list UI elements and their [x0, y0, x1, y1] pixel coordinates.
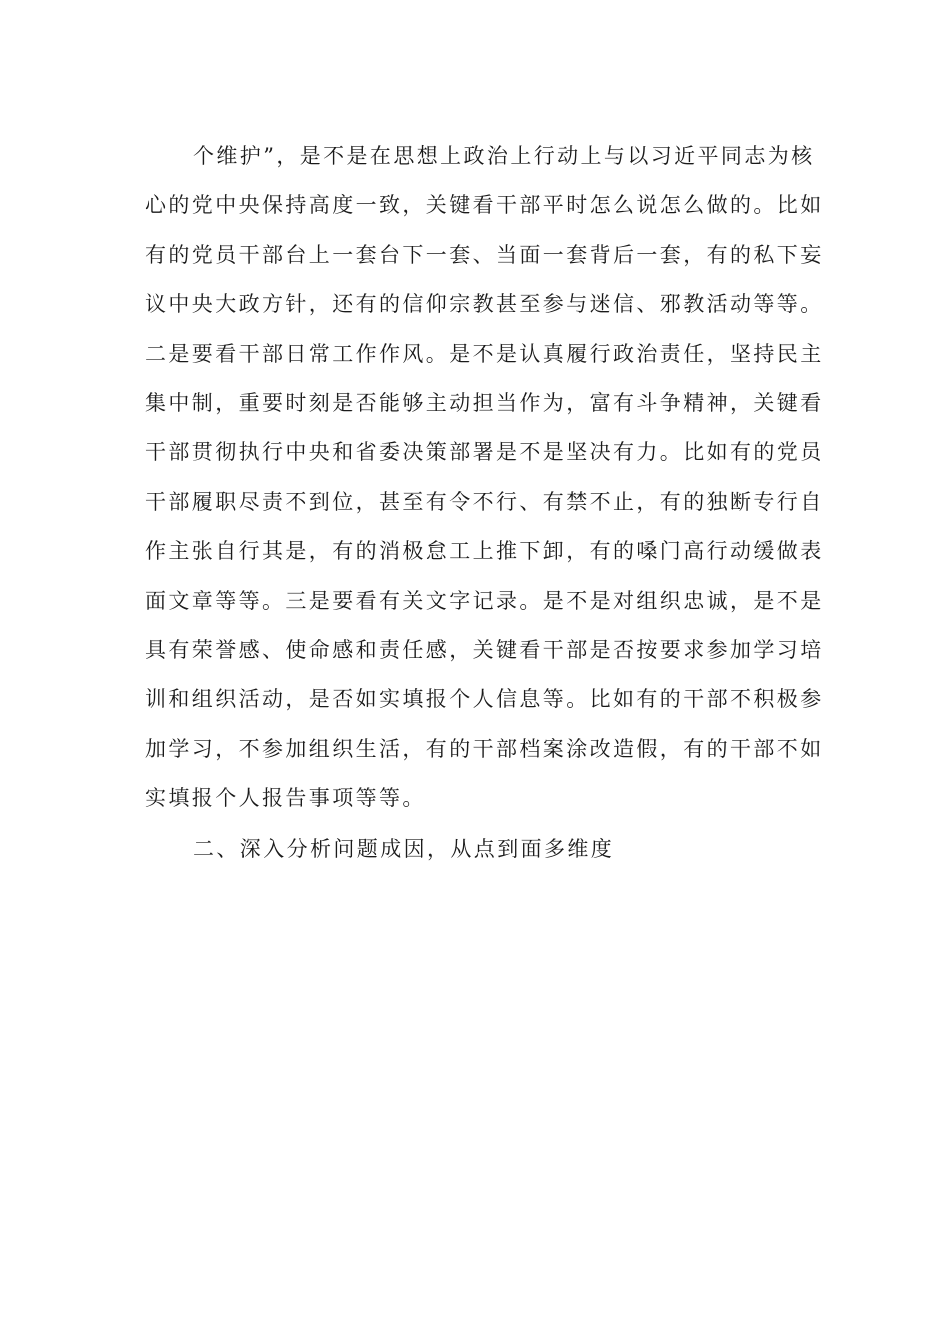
paragraph-line: 干部履职尽责不到位，甚至有令不行、有禁不止，有的独断专行自	[145, 489, 824, 514]
paragraph-line: 面文章等等。三是要看有关文字记录。是不是对组织忠诚，是不是	[145, 588, 824, 613]
paragraph-line: 二是要看干部日常工作作风。是不是认真履行政治责任，坚持民主	[145, 341, 824, 366]
paragraph-line: 议中央大政方针，还有的信仰宗教甚至参与迷信、邪教活动等等。	[145, 292, 824, 317]
paragraph-line: 具有荣誉感、使命感和责任感，关键看干部是否按要求参加学习培	[145, 637, 824, 662]
body-paragraph	[145, 132, 824, 823]
paragraph-line: 作主张自行其是，有的消极怠工上推下卸，有的嗓门高行动缓做表	[145, 539, 824, 564]
paragraph-line: 实填报个人报告事项等等。	[145, 786, 426, 811]
paragraph-line: 集中制，重要时刻是否能够主动担当作为，富有斗争精神，关键看	[145, 390, 824, 415]
paragraph-line: 加学习，不参加组织生活，有的干部档案涂改造假，有的干部不如	[145, 736, 824, 761]
paragraph-line: 训和组织活动，是否如实填报个人信息等。比如有的干部不积极参	[145, 687, 824, 712]
paragraph-line: 心的党中央保持高度一致，关键看干部平时怎么说怎么做的。比如	[145, 193, 824, 218]
section-heading: 二、深入分析问题成因，从点到面多维度	[193, 837, 615, 861]
paragraph-line: 个维护”，是不是在思想上政治上行动上与以习近平同志为核	[193, 144, 815, 168]
paragraph-line: 干部贯彻执行中央和省委决策部署是不是坚决有力。比如有的党员	[145, 440, 824, 465]
paragraph-line: 有的党员干部台上一套台下一套、当面一套背后一套，有的私下妄	[145, 242, 824, 267]
